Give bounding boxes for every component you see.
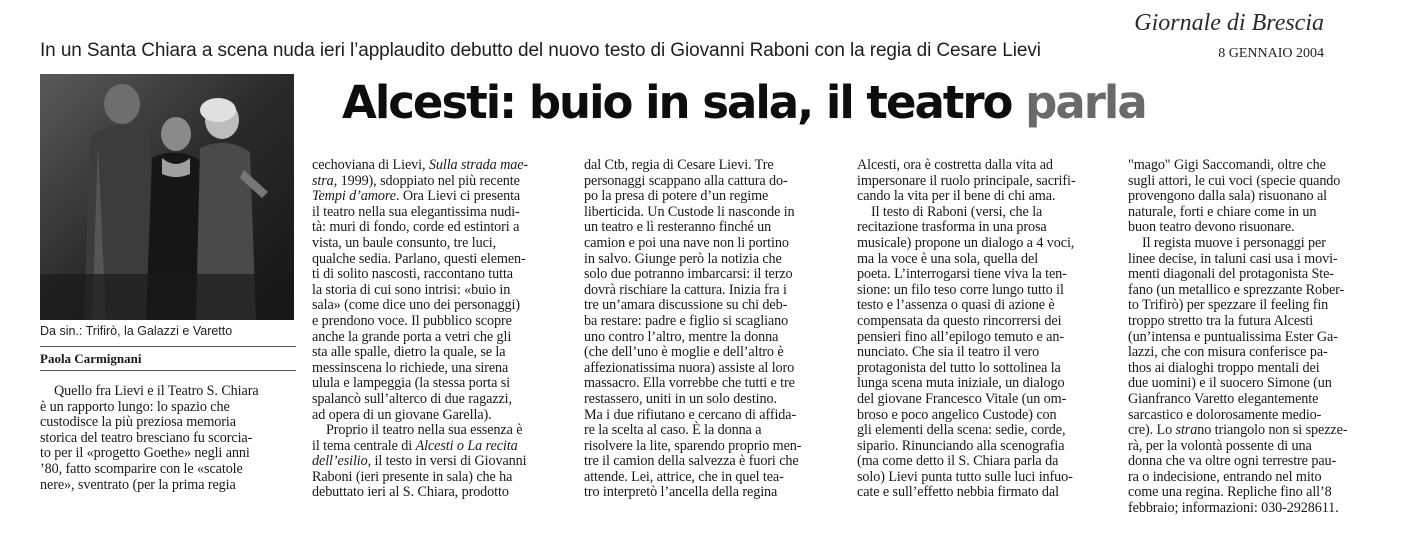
text-line: tà: muri di fondo, corde ed estintori a: [312, 219, 520, 236]
text-line: Alcesti, ora è costretta dalla vita ad: [857, 157, 1053, 173]
text-line: dovrà rischiare la cattura. Inizia fra i: [584, 281, 787, 298]
text-line: provengono dalla sala) risuonano al: [1128, 188, 1328, 205]
article-column-2: [312, 158, 568, 501]
text-line: (un’intensa e puntualissima Ester Ga-: [1128, 328, 1338, 345]
text-line: ma la voce è una sola, quella del: [857, 250, 1039, 267]
headline-tail: parla: [1025, 76, 1146, 129]
text-line: cando la vita per il bene di chi ama.: [857, 188, 1056, 205]
text-line: troppo stretto tra la futura Alcesti: [1128, 312, 1314, 329]
text-line: la storia di cui sono intrisi: «buio in: [312, 281, 511, 298]
text-line: po la presa di potere d’un regime: [584, 188, 769, 205]
text-line: (ma come detto il S. Chiara parla da: [857, 453, 1059, 470]
article-paragraph: [1128, 236, 1386, 517]
text-line: sta alle spalle, dietro la quale, se la: [312, 344, 506, 361]
text-line: Quello fra Lievi e il Teatro S. Chiara: [54, 383, 259, 399]
text-line: cate e sull’effetto nebbia firmato dal: [857, 484, 1059, 501]
text-line: ra o indecisione, entrando nel mito: [1128, 468, 1322, 485]
article-paragraph: [312, 158, 568, 423]
text-line: stra, 1999), sdoppiato nel più recente: [312, 172, 520, 189]
text-line: il teatro nella sua elegantissima nudi-: [312, 203, 520, 220]
text-line: ba restare: padre e figlio si scagliano: [584, 312, 789, 329]
text-line: nere», sventrato (per la prima regia: [40, 476, 236, 493]
text-line: Gianfranco Varetto elegantemente: [1128, 390, 1319, 407]
text-line: anche la grande porta a vetri che gli: [312, 328, 512, 345]
text-line: camion e poi una nave non li portino: [584, 234, 789, 251]
text-line: fano (un metallico e sprezzante Rober-: [1128, 281, 1345, 298]
text-line: donna che va oltre ogni terrestre pau-: [1128, 453, 1337, 470]
text-line: affezionatissima nuora) assiste al loro: [584, 359, 795, 376]
text-line: personaggi scappano alla cattura do-: [584, 172, 788, 189]
text-line: poeta. L’interrogarsi tiene viva la ten-: [857, 266, 1067, 283]
article-paragraph: [584, 158, 840, 501]
text-line: linee decise, in taluni casi usa i movi-: [1128, 250, 1338, 267]
text-line: vista, un baule consunto, tre luci,: [312, 234, 497, 251]
text-line: sala» (come dice uno dei personaggi): [312, 297, 520, 314]
text-line: compensata da questo rincorrersi dei: [857, 312, 1062, 329]
text-line: ad opera di un giovane Garella).: [312, 406, 492, 423]
text-line: febbraio; informazioni: 030-2928611.: [1128, 500, 1339, 517]
text-line: un teatro e lì resteranno finché un: [584, 219, 772, 236]
text-line: Il regista muove i personaggi per: [1142, 234, 1326, 251]
publication-date: 8 GENNAIO 2004: [1218, 46, 1324, 61]
text-line: (che dell’uno è moglie e dell’altro è: [584, 344, 784, 361]
text-line: rà, per la volontà possente di una: [1128, 437, 1312, 454]
text-line: e prendono voce. Il pubblico scopre: [312, 312, 512, 329]
text-line: broso e poco angelico Custode) con: [857, 406, 1057, 423]
photo-caption: Da sin.: Trifirò, la Galazzi e Varetto: [40, 324, 233, 338]
byline-rule-top: [40, 346, 296, 347]
article-paragraph: [1128, 158, 1386, 236]
text-line: cre). Lo strano triangolo non si spezze-: [1128, 422, 1348, 439]
text-line: nunciato. Che sia il teatro il vero: [857, 344, 1040, 361]
text-line: ti di solito nascosti, raccontano tutta: [312, 266, 513, 283]
text-line: Tempi d’amore. Ora Lievi ci presenta: [312, 188, 521, 205]
text-line: impersonare il ruolo principale, sacrifi-: [857, 172, 1076, 189]
text-line: lunga scena muta iniziale, un dialogo: [857, 375, 1065, 392]
article-paragraph: [857, 205, 1113, 501]
text-line: qualche sedia. Parlano, questi elemen-: [312, 250, 526, 267]
article-column-1: [40, 384, 296, 493]
text-line: sarcastico e dolorosamente medio-: [1128, 406, 1322, 423]
text-line: è un rapporto lungo: lo spazio che: [40, 398, 230, 415]
text-line: custodisce la più preziosa memoria: [40, 414, 236, 431]
text-line: Raboni (ieri presente in sala) che ha: [312, 468, 513, 485]
byline-rule-bottom: [40, 370, 296, 371]
author-byline: Paola Carmignani: [40, 351, 142, 366]
stage-photo: [40, 74, 294, 320]
text-line: storica del teatro bresciano fu scorcia-: [40, 429, 253, 446]
article-paragraph: [312, 423, 568, 501]
article-column-4: [857, 158, 1113, 501]
text-line: sipario. Rinunciando alla scenografia: [857, 437, 1065, 454]
article-headline: [342, 76, 1222, 129]
text-line: thos ai dialoghi troppo mentali dei: [1128, 359, 1320, 376]
text-line: testo e l’assenza o quasi di azione è: [857, 297, 1055, 314]
text-line: dal Ctb, regia di Cesare Lievi. Tre: [584, 157, 774, 173]
text-line: gli elementi della scena: sedie, corde,: [857, 422, 1066, 439]
text-line: massacro. Ella vorrebbe che tutti e tre: [584, 375, 795, 392]
text-line: tro interpretò l’ancella della regina: [584, 484, 778, 501]
text-line: protagonista del tutto lo sottolinea la: [857, 359, 1061, 376]
article-paragraph: [857, 158, 1113, 205]
article-column-5: [1128, 158, 1386, 517]
text-line: menti diagonali del protagonista Ste-: [1128, 266, 1334, 283]
text-line: lazzi, che con misura conferisce pa-: [1128, 344, 1328, 361]
text-line: tre un’amara discussione su chi deb-: [584, 297, 788, 314]
text-line: uno contro l’altro, mentre la donna: [584, 328, 779, 345]
text-line: buon teatro devono risuonare.: [1128, 219, 1295, 236]
text-line: Ma i due rifiutano e cercano di affida-: [584, 406, 797, 423]
text-line: cechoviana di Lievi, Sulla strada mae-: [312, 157, 529, 173]
text-line: sione: un filo teso corre lungo tutto il: [857, 281, 1064, 298]
text-line: "mago" Gigi Saccomandi, oltre che: [1128, 157, 1326, 173]
newspaper-masthead: Giornale di Brescia: [1134, 10, 1324, 36]
text-line: re la scelta al caso. È la donna a: [584, 422, 762, 439]
text-line: debuttato ieri al S. Chiara, prodotto: [312, 484, 509, 501]
text-line: messinscena lo richiede, una sirena: [312, 359, 509, 376]
text-line: ’80, fatto scomparire con le «scatole: [40, 460, 243, 477]
text-line: Proprio il teatro nella sua essenza è: [326, 422, 523, 439]
text-line: pensieri fino all’epilogo temuto e an-: [857, 328, 1064, 345]
text-line: come una regina. Repliche fino all’8: [1128, 484, 1332, 501]
text-line: to Trifirò) per spezzare il feeling fin: [1128, 297, 1329, 314]
text-line: solo) Lievi punta tutto sulle luci infuo-: [857, 468, 1073, 485]
article-paragraph: [40, 384, 296, 493]
text-line: restassero, uniti in un solo destino.: [584, 390, 777, 407]
text-line: spalancò sull’alterco di due ragazzi,: [312, 390, 512, 407]
text-line: sugli attori, le cui voci (specie quando: [1128, 172, 1341, 189]
text-line: in salvo. Giunge però la notizia che: [584, 250, 782, 267]
article-kicker: In un Santa Chiara a scena nuda ieri l’applaudito debutto del nuovo testo di Giovanni Raboni con la regia di Cesare Lievi: [40, 40, 1041, 61]
text-line: due uomini) e il suocero Simone (un: [1128, 375, 1332, 392]
text-line: recitazione trasforma in una prosa: [857, 219, 1047, 236]
text-line: dell’esilio, il testo in versi di Giovanni: [312, 453, 527, 470]
text-line: tre il camion della salvezza è fuori che: [584, 453, 799, 470]
text-line: del giovane Francesco Vitale (un om-: [857, 390, 1067, 407]
article-column-3: [584, 158, 840, 501]
text-line: musicale) propone un dialogo a 4 voci,: [857, 234, 1075, 251]
text-line: Il testo di Raboni (versi, che la: [871, 203, 1043, 220]
text-line: risolvere la lite, sparendo proprio men-: [584, 437, 802, 454]
text-line: attende. Lei, attrice, che in quel tea-: [584, 468, 784, 485]
text-line: il tema centrale di Alcesti o La recita: [312, 437, 518, 454]
text-line: ulula e lampeggia (la stessa porta si: [312, 375, 511, 392]
text-line: liberticida. Un Custode li nasconde in: [584, 203, 795, 220]
text-line: to per il «progetto Goethe» negli anni: [40, 445, 250, 462]
text-line: naturale, forti e chiare come in un: [1128, 203, 1317, 220]
headline-main: Alcesti: buio in sala, il teatro: [342, 76, 1026, 129]
text-line: solo due potranno imbarcarsi: il terzo: [584, 266, 793, 283]
